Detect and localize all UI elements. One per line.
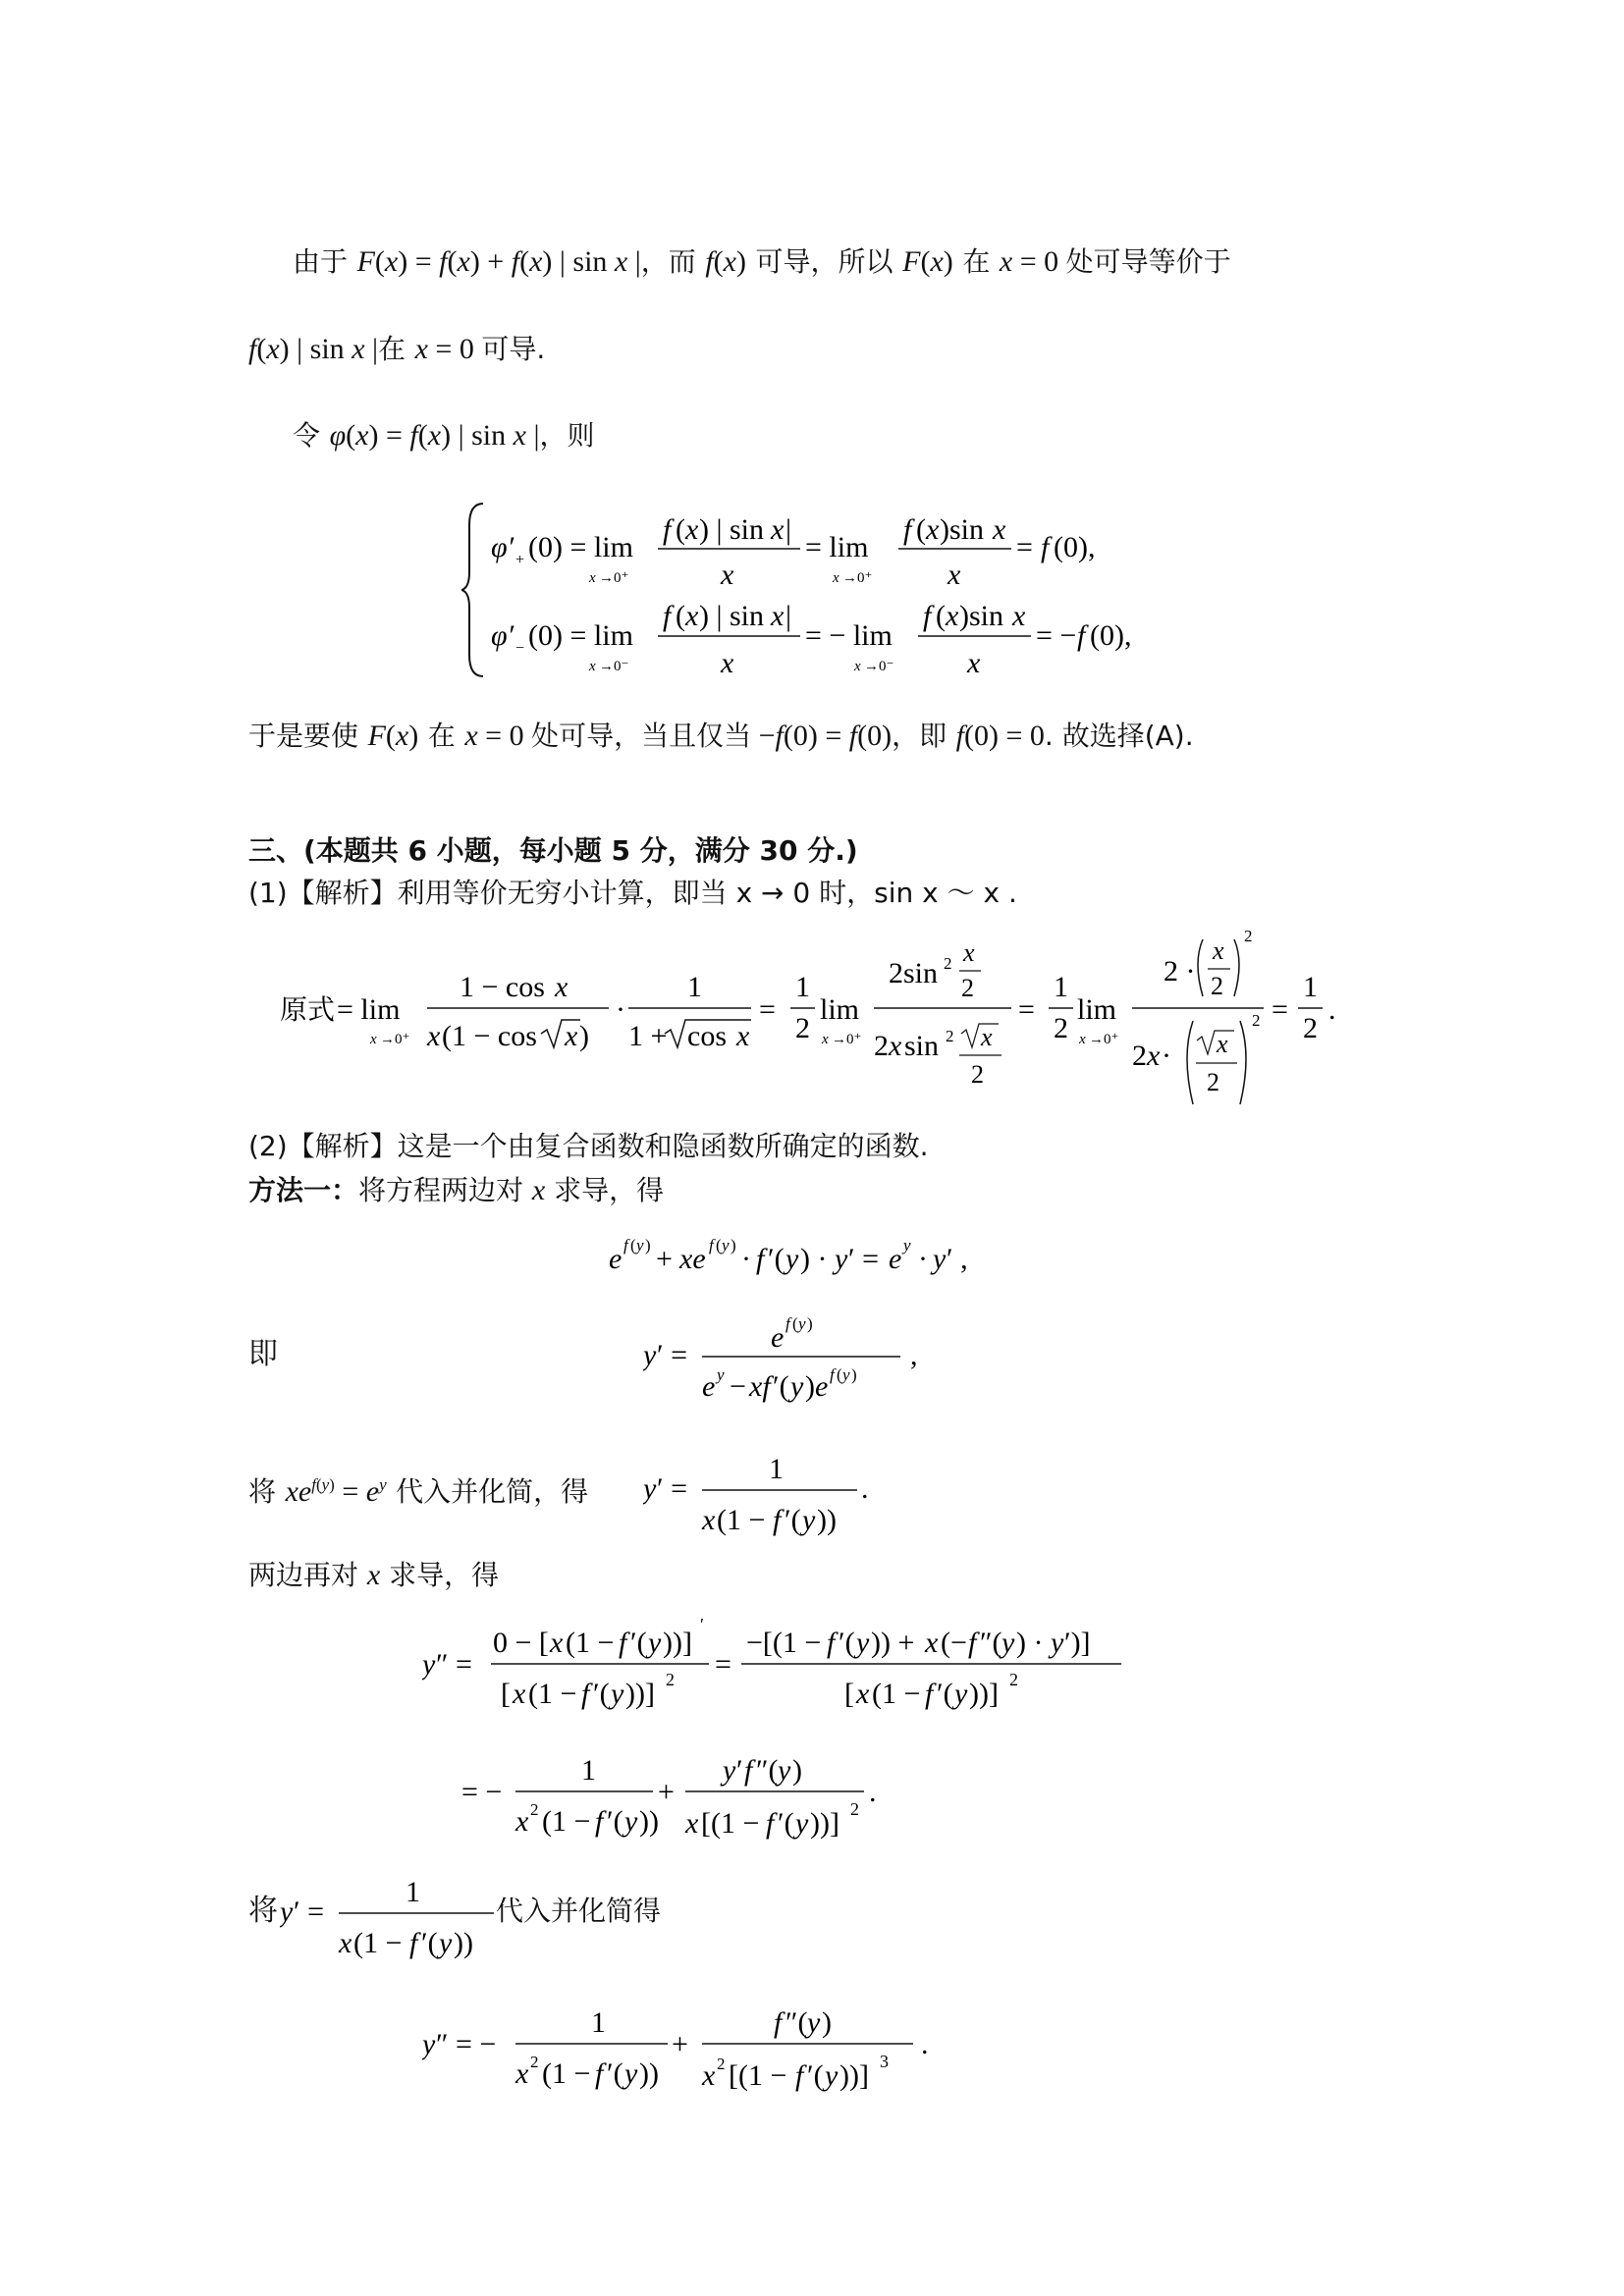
svg-text:→0⁺: →0⁺ bbox=[380, 1032, 410, 1047]
svg-text:3: 3 bbox=[880, 2052, 889, 2071]
svg-text:y: y bbox=[643, 1339, 657, 1371]
svg-text:))]: ))] bbox=[663, 1627, 692, 1659]
svg-text:2: 2 bbox=[717, 2055, 726, 2073]
svg-text:−: − bbox=[730, 1370, 746, 1403]
svg-text:=: = bbox=[759, 993, 776, 1026]
q1-line bbox=[248, 874, 1017, 913]
svg-text:): ) bbox=[579, 1020, 589, 1052]
svg-text:(1 −: (1 − bbox=[717, 1504, 766, 1536]
svg-text:f: f bbox=[581, 1678, 590, 1710]
svg-text:′: ′ bbox=[700, 1615, 704, 1634]
svg-text:)) +: )) + bbox=[871, 1627, 915, 1659]
svg-text:2: 2 bbox=[666, 1670, 675, 1689]
svg-text:(1 −: (1 − bbox=[528, 1678, 577, 1710]
svg-text:f: f bbox=[663, 600, 672, 632]
svg-text:= − lim: = − lim bbox=[805, 619, 893, 652]
svg-text:cos: cos bbox=[687, 1020, 727, 1052]
limit-system bbox=[461, 496, 1208, 686]
svg-text:x: x bbox=[993, 513, 1006, 546]
svg-text:))]: ))] bbox=[969, 1678, 999, 1710]
svg-text:e: e bbox=[889, 1243, 902, 1275]
svg-text:(: ( bbox=[936, 600, 946, 632]
svg-text:2: 2 bbox=[946, 1027, 954, 1045]
svg-text:y: y bbox=[439, 1927, 453, 1959]
svg-text:y: y bbox=[842, 1365, 850, 1384]
svg-text:′ =: ′ = bbox=[294, 1896, 324, 1928]
svg-text:y: y bbox=[856, 1627, 870, 1659]
svg-text:): ) bbox=[851, 1365, 857, 1384]
svg-text:f: f bbox=[619, 1627, 627, 1659]
svg-text:y: y bbox=[933, 1243, 947, 1275]
svg-text:′(: ′( bbox=[768, 1243, 785, 1275]
svg-text:x: x bbox=[565, 1020, 578, 1052]
eq-y2 bbox=[422, 1605, 1168, 1854]
q2-line bbox=[248, 1127, 929, 1166]
svg-text:(: ( bbox=[676, 513, 685, 546]
eq-sub2 bbox=[280, 1868, 506, 1970]
svg-text:1: 1 bbox=[1303, 971, 1318, 1003]
svg-text:x: x bbox=[702, 2059, 716, 2092]
svg-text:φ′: φ′ bbox=[491, 619, 514, 652]
svg-text:(0) = lim: (0) = lim bbox=[528, 531, 633, 563]
svg-text:x: x bbox=[370, 1032, 377, 1047]
eq-yprime-svg bbox=[643, 1306, 938, 1414]
svg-text:= −: = − bbox=[1036, 619, 1077, 652]
svg-text:|: | bbox=[785, 600, 792, 632]
svg-text:(: ( bbox=[837, 1365, 842, 1384]
svg-text:+: + bbox=[672, 2028, 688, 2060]
svg-text:f: f bbox=[744, 1754, 753, 1787]
svg-text:·: · bbox=[918, 1243, 928, 1275]
svg-text:1 +: 1 + bbox=[628, 1020, 668, 1052]
svg-text:x: x bbox=[555, 971, 568, 1003]
eq-sub2-svg bbox=[280, 1868, 506, 1966]
svg-text:′(: ′( bbox=[421, 1927, 438, 1959]
para1-line3: 令 φ(x) = f(x) | sin x |，则 bbox=[293, 419, 595, 452]
svg-text:′(: ′( bbox=[807, 2059, 824, 2092]
svg-text:y: y bbox=[280, 1896, 294, 1928]
method1-label: 方法一： bbox=[248, 1174, 359, 1206]
svg-text:))]: ))] bbox=[625, 1678, 655, 1710]
svg-text:′(: ′( bbox=[593, 1678, 610, 1710]
svg-text:) | sin: ) | sin bbox=[699, 600, 765, 632]
svg-text:[: [ bbox=[501, 1678, 511, 1710]
svg-text:2: 2 bbox=[795, 1012, 810, 1044]
svg-text:x: x bbox=[513, 1678, 526, 1710]
svg-text:e: e bbox=[815, 1370, 829, 1403]
svg-text:′(: ′( bbox=[839, 1627, 855, 1659]
svg-text:−: − bbox=[515, 640, 525, 657]
svg-text:2: 2 bbox=[1303, 1012, 1318, 1044]
svg-text:)sin: )sin bbox=[940, 513, 984, 546]
svg-text:2: 2 bbox=[971, 1060, 984, 1089]
svg-text:x: x bbox=[771, 513, 785, 546]
svg-text:y: y bbox=[825, 2059, 839, 2092]
svg-text:.: . bbox=[869, 1776, 877, 1808]
svg-text:(: ( bbox=[676, 600, 685, 632]
svg-text:′(: ′( bbox=[785, 1504, 801, 1536]
svg-text:[: [ bbox=[844, 1678, 854, 1710]
svg-text:′(: ′( bbox=[607, 2057, 623, 2090]
svg-text:f: f bbox=[623, 1236, 628, 1255]
svg-text:x: x bbox=[685, 600, 699, 632]
svg-text:1: 1 bbox=[1054, 971, 1068, 1003]
svg-text:″(: ″( bbox=[785, 2006, 808, 2039]
sub2-label-a: 将 bbox=[248, 1894, 278, 1928]
svg-text:y: y bbox=[835, 1243, 848, 1275]
svg-text:f: f bbox=[774, 2006, 783, 2039]
section3-heading: 三、(本题共 6 小题，每小题 5 分，满分 30 分.) bbox=[248, 834, 858, 867]
svg-text:1: 1 bbox=[795, 971, 810, 1003]
svg-text:(1 −: (1 − bbox=[542, 1805, 591, 1838]
svg-text:(1 −: (1 − bbox=[566, 1627, 615, 1659]
svg-text:2: 2 bbox=[1244, 927, 1253, 945]
svg-text:y: y bbox=[903, 1236, 911, 1255]
svg-text:y: y bbox=[422, 2028, 436, 2060]
svg-text:x: x bbox=[721, 647, 734, 679]
svg-text:xe: xe bbox=[679, 1243, 706, 1275]
svg-text:y: y bbox=[723, 1754, 736, 1787]
svg-text:= lim: = lim bbox=[337, 993, 401, 1026]
svg-text:x: x bbox=[427, 1020, 441, 1052]
svg-text:x: x bbox=[963, 938, 975, 967]
svg-text:f: f bbox=[827, 1627, 836, 1659]
svg-text:x: x bbox=[589, 659, 596, 674]
svg-text:f: f bbox=[785, 1314, 790, 1333]
svg-text:″ =: ″ = bbox=[436, 1648, 472, 1681]
svg-text:′(: ′( bbox=[773, 1370, 789, 1403]
again-line: 两边再对 x 求导，得 bbox=[248, 1559, 500, 1591]
svg-text:= lim: = lim bbox=[805, 531, 869, 563]
para1-line1: 由于 F(x) = f(x) + f(x) | sin x |，而 f(x) 可导，所以 F(x) 在 x = 0 处可导等价于 bbox=[293, 245, 1231, 278]
svg-text:f: f bbox=[595, 2057, 604, 2090]
svg-text:2: 2 bbox=[1054, 1012, 1068, 1044]
svg-text:x: x bbox=[889, 1030, 902, 1062]
svg-text:原式: 原式 bbox=[280, 995, 336, 1026]
svg-text:x: x bbox=[515, 2057, 529, 2090]
q2-text: 这是一个由复合函数和隐函数所确定的函数. bbox=[397, 1130, 929, 1162]
conclusion: 于是要使 F(x) 在 x = 0 处可导，当且仅当 −f(0) = f(0)，即 f(0) = 0. 故选择(A). bbox=[248, 720, 1194, 752]
svg-text:f: f bbox=[595, 1805, 604, 1838]
svg-text:= −: = − bbox=[461, 1776, 503, 1808]
svg-text:x: x bbox=[967, 647, 981, 679]
svg-text:f: f bbox=[756, 1243, 765, 1275]
eq-yprime2-svg bbox=[643, 1441, 898, 1539]
q1-label: (1)【解析】 bbox=[248, 877, 398, 909]
svg-text:x: x bbox=[550, 1627, 564, 1659]
svg-text:): ) bbox=[807, 1314, 813, 1333]
svg-text:)): )) bbox=[639, 1805, 659, 1838]
svg-text:(1 −: (1 − bbox=[872, 1678, 921, 1710]
svg-text:″(: ″( bbox=[756, 1754, 779, 1787]
svg-text:·: · bbox=[1162, 1040, 1171, 1072]
svg-text:φ′: φ′ bbox=[491, 531, 514, 563]
svg-text:(: ( bbox=[792, 1314, 798, 1333]
svg-text:′ ,: ′ , bbox=[947, 1243, 968, 1275]
svg-text:e: e bbox=[702, 1370, 716, 1403]
svg-text:=: = bbox=[715, 1648, 731, 1681]
q2-label: (2)【解析】 bbox=[248, 1130, 398, 1162]
svg-text:2: 2 bbox=[1211, 972, 1223, 1000]
svg-text:′)]: ′)] bbox=[1064, 1627, 1091, 1659]
svg-text:x: x bbox=[854, 659, 861, 674]
svg-text:.: . bbox=[861, 1472, 869, 1505]
q1-formula-svg bbox=[280, 918, 1360, 1119]
svg-text:x: x bbox=[736, 1020, 750, 1052]
svg-text:x: x bbox=[685, 513, 699, 546]
svg-text:+: + bbox=[658, 1776, 675, 1808]
svg-text:2: 2 bbox=[1132, 1040, 1147, 1072]
svg-text:→0⁻: →0⁻ bbox=[599, 659, 629, 674]
svg-text:x: x bbox=[771, 600, 785, 632]
svg-text:1: 1 bbox=[769, 1453, 784, 1485]
svg-text:f: f bbox=[766, 1807, 775, 1840]
svg-text:·: · bbox=[616, 993, 625, 1026]
svg-text:2: 2 bbox=[1207, 1068, 1219, 1096]
svg-text:1: 1 bbox=[581, 1754, 596, 1787]
svg-text:y: y bbox=[717, 1365, 725, 1384]
svg-text:f: f bbox=[923, 600, 932, 632]
svg-text:f: f bbox=[968, 1627, 977, 1659]
svg-text:2: 2 bbox=[850, 1799, 859, 1819]
svg-text:f: f bbox=[663, 513, 672, 546]
svg-text:x: x bbox=[721, 559, 734, 591]
svg-text:y: y bbox=[802, 1504, 816, 1536]
para1-line2: f(x) | sin x |在 x = 0 可导. bbox=[248, 333, 546, 365]
svg-text:f: f bbox=[925, 1678, 934, 1710]
svg-text:2sin: 2sin bbox=[889, 957, 939, 989]
limit-system-svg bbox=[461, 496, 1208, 682]
svg-text:f: f bbox=[795, 2059, 804, 2092]
svg-text:x: x bbox=[946, 600, 959, 632]
svg-text:2: 2 bbox=[944, 954, 952, 973]
svg-text:): ) bbox=[805, 1370, 815, 1403]
svg-text:x: x bbox=[926, 513, 940, 546]
q1-formula bbox=[280, 918, 1360, 1123]
q1-text: 利用等价无穷小计算，即当 x → 0 时，sin x ～ x . bbox=[397, 877, 1017, 909]
svg-text:))]: ))] bbox=[839, 2059, 869, 2092]
svg-text:2: 2 bbox=[1252, 1011, 1261, 1030]
svg-text:1: 1 bbox=[406, 1876, 420, 1908]
svg-text:.: . bbox=[1328, 993, 1336, 1026]
svg-text:): ) bbox=[822, 2006, 832, 2039]
svg-text:y: y bbox=[611, 1678, 624, 1710]
eq-diff bbox=[609, 1227, 1051, 1290]
svg-text:x: x bbox=[1079, 1032, 1086, 1047]
svg-text:(0),: (0), bbox=[1090, 619, 1132, 652]
svg-text:+: + bbox=[515, 552, 525, 568]
method1-line: 方法一：将方程两边对 x 求导，得 bbox=[248, 1174, 665, 1206]
svg-text:x: x bbox=[1217, 1030, 1228, 1058]
svg-text:x: x bbox=[685, 1807, 699, 1840]
svg-text:2 ·: 2 · bbox=[1164, 955, 1196, 988]
svg-text:·: · bbox=[741, 1243, 751, 1275]
svg-text:″ = −: ″ = − bbox=[436, 2028, 497, 2060]
svg-text:y: y bbox=[648, 1627, 662, 1659]
svg-text:(1 − cos: (1 − cos bbox=[442, 1020, 537, 1052]
svg-text:(1 −: (1 − bbox=[353, 1927, 403, 1959]
svg-text:[(1 −: [(1 − bbox=[701, 1807, 760, 1840]
svg-text:2: 2 bbox=[874, 1030, 889, 1062]
svg-text:−[(1 −: −[(1 − bbox=[746, 1627, 822, 1659]
svg-text:′ =: ′ = bbox=[657, 1339, 687, 1371]
svg-text:(−: (− bbox=[941, 1627, 967, 1659]
svg-text:1 − cos: 1 − cos bbox=[460, 971, 545, 1003]
sub2-label-b: 代入并化简得 bbox=[496, 1895, 662, 1927]
svg-text:→0⁺: →0⁺ bbox=[599, 570, 629, 586]
svg-text:0 − [: 0 − [ bbox=[493, 1627, 549, 1659]
svg-text:y: y bbox=[1051, 1627, 1064, 1659]
svg-text:→0⁺: →0⁺ bbox=[1089, 1032, 1119, 1047]
svg-text:e: e bbox=[609, 1243, 623, 1275]
svg-text:x: x bbox=[339, 1927, 352, 1959]
svg-text:x: x bbox=[833, 570, 839, 586]
svg-text:)sin: )sin bbox=[959, 600, 1003, 632]
svg-text:′: ′ bbox=[736, 1754, 743, 1787]
svg-text:1: 1 bbox=[591, 2006, 606, 2039]
svg-text:) ·: ) · bbox=[1016, 1627, 1044, 1659]
svg-text:): ) bbox=[731, 1236, 736, 1255]
svg-text:′ =: ′ = bbox=[657, 1472, 687, 1505]
svg-text:x: x bbox=[947, 559, 961, 591]
svg-text:→0⁺: →0⁺ bbox=[842, 570, 873, 586]
svg-text:′(: ′( bbox=[778, 1807, 794, 1840]
svg-text:2: 2 bbox=[530, 1800, 539, 1819]
svg-text:x: x bbox=[925, 1627, 939, 1659]
eq-final-svg bbox=[422, 1993, 972, 2110]
svg-text:): ) bbox=[645, 1236, 651, 1255]
svg-text:xf: xf bbox=[749, 1370, 771, 1403]
svg-text:=: = bbox=[1016, 531, 1033, 563]
ji-label: 即 bbox=[248, 1337, 278, 1371]
svg-text:x: x bbox=[515, 1805, 529, 1838]
svg-text:→0⁺: →0⁺ bbox=[832, 1032, 862, 1047]
eq-yprime2 bbox=[643, 1441, 898, 1543]
svg-text:sin: sin bbox=[904, 1030, 940, 1062]
svg-text:(: ( bbox=[716, 1236, 722, 1255]
svg-text:)): )) bbox=[817, 1504, 837, 1536]
svg-text:′(: ′( bbox=[937, 1678, 953, 1710]
svg-text:y: y bbox=[624, 2057, 638, 2090]
svg-text:x: x bbox=[822, 1032, 829, 1047]
sub-line: 将 $xe^{f(y)} = e^y$ 代入并化简，得 bbox=[248, 1475, 589, 1508]
svg-text:f: f bbox=[1041, 531, 1050, 563]
svg-text:2: 2 bbox=[1009, 1670, 1018, 1689]
svg-text:(0),: (0), bbox=[1054, 531, 1096, 563]
svg-text:y: y bbox=[790, 1370, 804, 1403]
svg-text:f: f bbox=[409, 1927, 418, 1959]
svg-text:x: x bbox=[1012, 600, 1026, 632]
svg-text:′(: ′( bbox=[607, 1805, 623, 1838]
svg-text:e: e bbox=[771, 1321, 785, 1354]
svg-text:)): )) bbox=[454, 1927, 473, 1959]
svg-text:(: ( bbox=[630, 1236, 636, 1255]
svg-text:(: ( bbox=[916, 513, 926, 546]
svg-text:2: 2 bbox=[530, 2053, 539, 2071]
svg-text:1: 1 bbox=[687, 971, 702, 1003]
eq-diff-svg bbox=[609, 1227, 1051, 1286]
svg-text:)): )) bbox=[639, 2057, 659, 2090]
eq-final bbox=[422, 1993, 972, 2114]
svg-text:f: f bbox=[830, 1365, 835, 1384]
svg-text:lim: lim bbox=[1077, 993, 1117, 1026]
svg-text:″(: ″( bbox=[980, 1627, 1002, 1659]
svg-text:f: f bbox=[773, 1504, 782, 1536]
svg-text:x: x bbox=[981, 1023, 993, 1051]
svg-text:y: y bbox=[643, 1472, 657, 1505]
svg-text:y: y bbox=[778, 1754, 791, 1787]
svg-text:f: f bbox=[1077, 619, 1086, 652]
svg-text:′(: ′( bbox=[630, 1627, 647, 1659]
svg-text:[(1 −: [(1 − bbox=[729, 2059, 787, 2092]
svg-text:x: x bbox=[1213, 936, 1224, 965]
svg-text:x: x bbox=[1147, 1040, 1161, 1072]
svg-text:=: = bbox=[1272, 993, 1288, 1026]
svg-text:′ =: ′ = bbox=[848, 1243, 879, 1275]
svg-text:x: x bbox=[702, 1504, 716, 1536]
svg-text:,: , bbox=[910, 1339, 918, 1371]
svg-text:y: y bbox=[807, 2006, 821, 2039]
svg-text:lim: lim bbox=[820, 993, 860, 1026]
svg-text:y: y bbox=[798, 1314, 806, 1333]
svg-text:))]: ))] bbox=[810, 1807, 839, 1840]
svg-text:f: f bbox=[709, 1236, 714, 1255]
svg-text:2: 2 bbox=[961, 974, 974, 1002]
svg-text:(1 −: (1 − bbox=[542, 2057, 591, 2090]
svg-text:=: = bbox=[1018, 993, 1035, 1026]
svg-text:) | sin: ) | sin bbox=[699, 513, 765, 546]
svg-text:y: y bbox=[785, 1243, 799, 1275]
svg-text:x: x bbox=[589, 570, 596, 586]
svg-text:.: . bbox=[921, 2028, 929, 2060]
svg-text:|: | bbox=[785, 513, 792, 546]
eq-y2-svg bbox=[422, 1605, 1168, 1850]
svg-text:y: y bbox=[1001, 1627, 1015, 1659]
svg-text:→0⁻: →0⁻ bbox=[864, 659, 894, 674]
svg-text:): ) bbox=[792, 1754, 802, 1787]
svg-text:+: + bbox=[656, 1243, 673, 1275]
svg-text:f: f bbox=[903, 513, 912, 546]
svg-text:y: y bbox=[722, 1236, 730, 1255]
svg-text:(0) = lim: (0) = lim bbox=[528, 619, 633, 652]
eq-yprime bbox=[643, 1306, 938, 1417]
svg-text:y: y bbox=[636, 1236, 644, 1255]
svg-text:y: y bbox=[795, 1807, 809, 1840]
svg-text:y: y bbox=[624, 1805, 638, 1838]
svg-text:y: y bbox=[422, 1648, 436, 1681]
svg-text:) ·: ) · bbox=[800, 1243, 828, 1275]
svg-text:x: x bbox=[856, 1678, 870, 1710]
svg-text:y: y bbox=[954, 1678, 968, 1710]
